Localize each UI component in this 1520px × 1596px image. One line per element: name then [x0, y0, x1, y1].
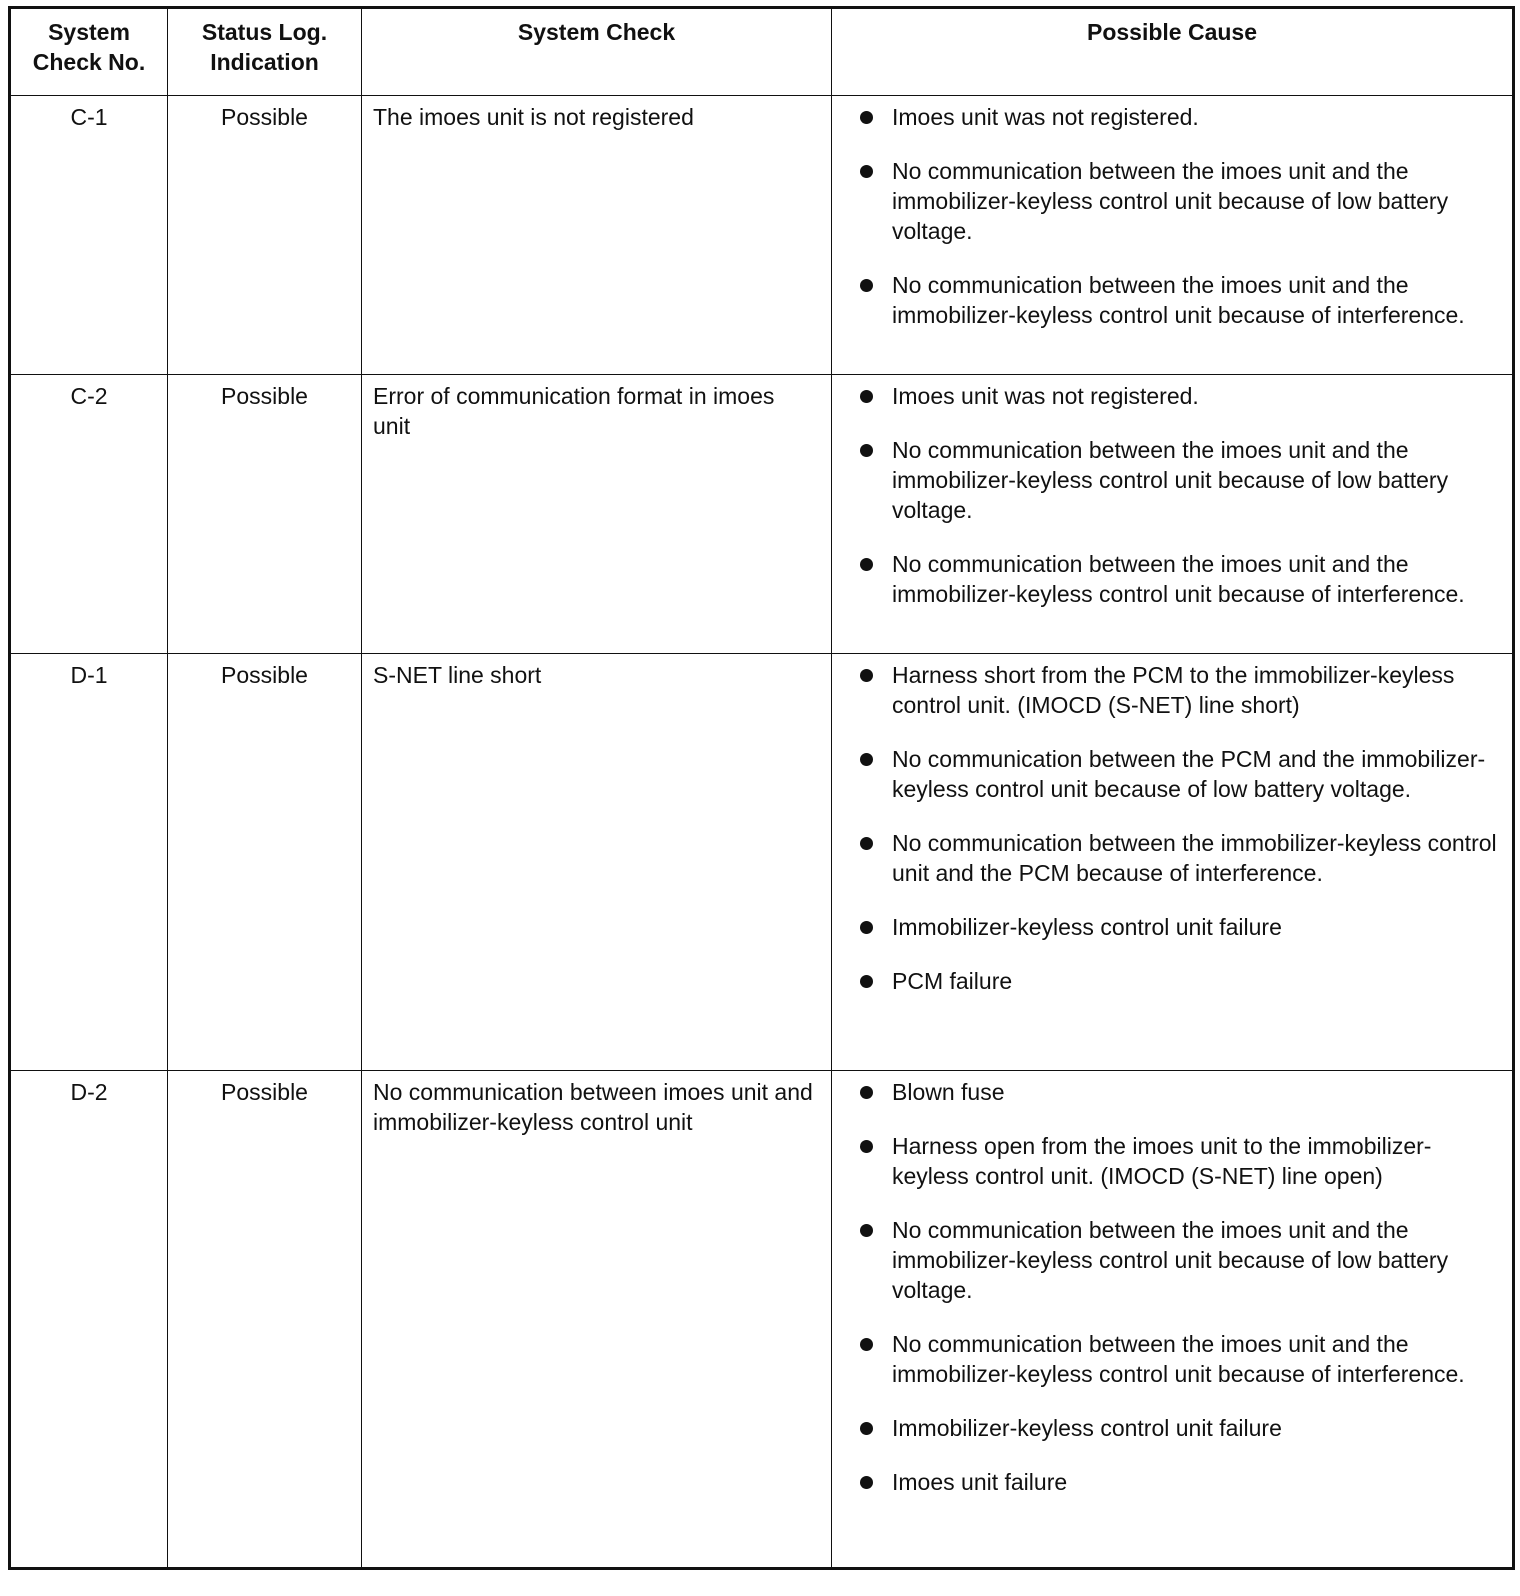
cause-text: PCM failure: [892, 968, 1013, 994]
cause-item: [860, 156, 1502, 246]
cause-text: No communication between the imoes unit and the immobilizer-keyless control unit because of low battery voltage.: [892, 437, 1449, 523]
cause-text: Immobilizer-keyless control unit failure: [892, 1415, 1282, 1441]
cause-list: [860, 660, 1502, 996]
cause-item: [860, 660, 1502, 720]
cause-item: [860, 1467, 1502, 1497]
cause-text: No communication between the PCM and the immobilizer-keyless control unit because of low battery voltage.: [892, 746, 1486, 802]
table-row: [10, 654, 1514, 1071]
status-cell: Possible: [168, 1071, 362, 1569]
bullet-icon: [860, 444, 873, 457]
bullet-icon: [860, 165, 873, 178]
cause-list: [860, 381, 1502, 609]
system-check-table: [8, 6, 1515, 1570]
bullet-icon: [860, 837, 873, 850]
bullet-icon: [860, 1338, 873, 1351]
cause-text: No communication between the imoes unit and the immobilizer-keyless control unit because of low battery voltage.: [892, 158, 1449, 244]
possible-cause-cell: [832, 1071, 1514, 1569]
possible-cause-cell: [832, 654, 1514, 1071]
status-cell: Possible: [168, 96, 362, 375]
bullet-icon: [860, 669, 873, 682]
cause-text: Imoes unit was not registered.: [892, 104, 1199, 130]
cause-text: Blown fuse: [892, 1079, 1005, 1105]
header-system-check-no-line1: System: [48, 19, 130, 45]
bullet-icon: [860, 1086, 873, 1099]
cause-item: [860, 270, 1502, 330]
cause-item: [860, 102, 1502, 132]
cause-item: [860, 1329, 1502, 1389]
cause-item: [860, 1413, 1502, 1443]
table-header-row: [10, 8, 1514, 96]
cause-item: [860, 912, 1502, 942]
header-system-check-no-line2: Check No.: [32, 49, 146, 75]
cause-item: [860, 381, 1502, 411]
diagnostic-table-container: [8, 6, 1512, 1589]
cause-text: Harness short from the PCM to the immobilizer-keyless control unit. (IMOCD (S-NET) line short): [892, 662, 1455, 718]
bullet-icon: [860, 1422, 873, 1435]
cause-item: [860, 1077, 1502, 1107]
cause-item: [860, 1215, 1502, 1305]
bullet-icon: [860, 753, 873, 766]
system-check-cell: No communication between imoes unit and immobilizer-keyless control unit: [362, 1071, 832, 1569]
table-row: [10, 375, 1514, 654]
header-possible-cause: Possible Cause: [832, 8, 1514, 96]
header-system-check: System Check: [362, 8, 832, 96]
table-row: [10, 96, 1514, 375]
possible-cause-cell: [832, 96, 1514, 375]
possible-cause-cell: [832, 375, 1514, 654]
header-system-check-no: [10, 8, 168, 96]
cause-item: [860, 744, 1502, 804]
cause-text: No communication between the imoes unit and the immobilizer-keyless control unit because of interference.: [892, 1331, 1465, 1387]
table-row: [10, 1071, 1514, 1569]
cause-item: [860, 828, 1502, 888]
cause-text: No communication between the imoes unit and the immobilizer-keyless control unit because of interference.: [892, 551, 1465, 607]
system-check-cell: The imoes unit is not registered: [362, 96, 832, 375]
bullet-icon: [860, 558, 873, 571]
cause-text: Imoes unit was not registered.: [892, 383, 1199, 409]
cause-text: No communication between the imoes unit and the immobilizer-keyless control unit because of interference.: [892, 272, 1465, 328]
status-cell: Possible: [168, 654, 362, 1071]
cause-text: No communication between the immobilizer-keyless control unit and the PCM because of interference.: [892, 830, 1497, 886]
bullet-icon: [860, 1224, 873, 1237]
check-no-cell: D-2: [10, 1071, 168, 1569]
status-cell: Possible: [168, 375, 362, 654]
check-no-cell: C-2: [10, 375, 168, 654]
system-check-cell: Error of communication format in imoes unit: [362, 375, 832, 654]
header-status-log-indication: [168, 8, 362, 96]
cause-text: Immobilizer-keyless control unit failure: [892, 914, 1282, 940]
bullet-icon: [860, 921, 873, 934]
bullet-icon: [860, 975, 873, 988]
cause-text: Imoes unit failure: [892, 1469, 1068, 1495]
cause-list: [860, 1077, 1502, 1497]
check-no-cell: C-1: [10, 96, 168, 375]
bullet-icon: [860, 111, 873, 124]
cause-item: [860, 549, 1502, 609]
bullet-icon: [860, 390, 873, 403]
bullet-icon: [860, 1476, 873, 1489]
cause-text: Harness open from the imoes unit to the immobilizer-keyless control unit. (IMOCD (S-NET) line open): [892, 1133, 1432, 1189]
cause-item: [860, 966, 1502, 996]
system-check-cell: S-NET line short: [362, 654, 832, 1071]
header-status-log-line2: Indication: [210, 49, 319, 75]
cause-list: [860, 102, 1502, 330]
cause-text: No communication between the imoes unit and the immobilizer-keyless control unit because of low battery voltage.: [892, 1217, 1449, 1303]
bullet-icon: [860, 279, 873, 292]
cause-item: [860, 435, 1502, 525]
header-status-log-line1: Status Log.: [201, 19, 328, 45]
check-no-cell: D-1: [10, 654, 168, 1071]
cause-item: [860, 1131, 1502, 1191]
bullet-icon: [860, 1140, 873, 1153]
